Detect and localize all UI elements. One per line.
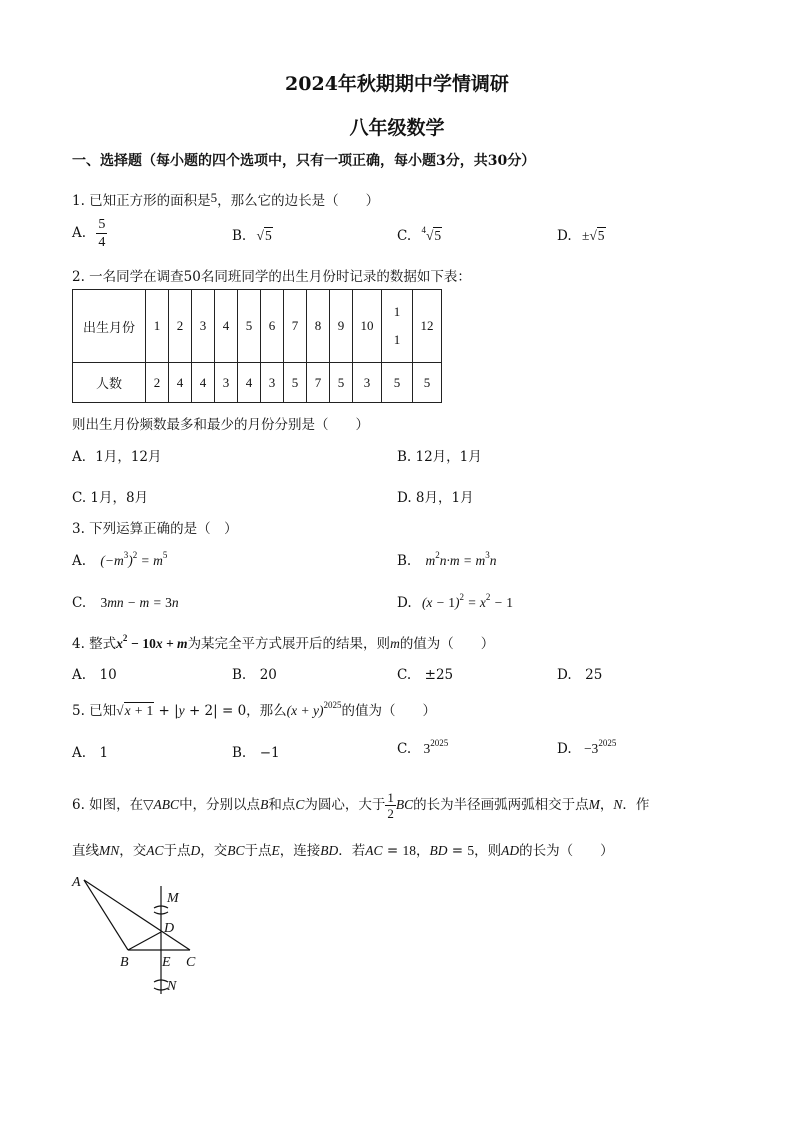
table-cell: 9: [330, 290, 353, 363]
page-title: 2024年秋期期中学情调研: [285, 73, 509, 95]
segment-ab: [84, 880, 128, 950]
fraction-half: $\frac{1}{2}$: [387, 790, 394, 821]
q3-option-d[interactable]: D. $(x - 1)^2 = x^2 - 1$: [397, 592, 514, 611]
page-subtitle: 八年级数学: [349, 117, 445, 139]
table-cell: 4: [238, 363, 261, 403]
q2-option-c[interactable]: C. 1月，8月: [72, 490, 149, 506]
table-cell: 2: [169, 290, 192, 363]
q3-option-c[interactable]: C. 3mn − m = 3n: [72, 595, 179, 611]
q1-option-a[interactable]: A. $\frac{5}{4}$: [72, 217, 106, 250]
fraction: $\frac{5}{4}$: [98, 217, 106, 250]
q5-option-a[interactable]: A. 1: [72, 745, 109, 761]
table-cell: 7: [307, 363, 330, 403]
question-1-stem: 1. 已知正方形的面积是$^5$，那么它的边长是（ ）: [72, 190, 380, 209]
q3-option-a[interactable]: A. $(-m^3)^2 = m^5$: [72, 550, 168, 569]
label-c: C: [186, 955, 196, 970]
table-cell: 5: [413, 363, 442, 403]
q4-option-a[interactable]: A. 10: [72, 667, 117, 683]
table-header-month: 出生月份: [73, 290, 146, 363]
q5-option-c[interactable]: C. $3^{2025}$: [397, 738, 449, 757]
birth-month-table: [72, 289, 442, 403]
q2-option-d[interactable]: D. 8月，1月: [397, 490, 474, 506]
q5-option-b[interactable]: B. −1: [232, 745, 280, 761]
question-2-prompt: 则出生月份频数最多和最少的月份分别是（ ）: [72, 417, 369, 433]
table-cell: 12: [413, 290, 442, 363]
table-cell-month-11: 1 1: [382, 290, 413, 363]
table-cell: 3: [192, 290, 215, 363]
question-3-stem: 3. 下列运算正确的是（ ）: [72, 521, 238, 537]
table-cell: 8: [307, 290, 330, 363]
table-cell: 6: [261, 290, 284, 363]
label-n: N: [167, 979, 177, 994]
label-a: A: [72, 875, 81, 890]
section-heading: 一、选择题（每小题的四个选项中，只有一项正确，每小题3分，共30分）: [72, 153, 536, 169]
label-e: E: [162, 955, 171, 970]
table-cell: 5: [382, 363, 413, 403]
q4-option-c[interactable]: C. ±25: [397, 667, 454, 683]
question-5-stem: 5. 已知√x + 1 + |y + 2| = 0，那么$(x + y)^{2025}$的值为（ ）: [72, 700, 437, 719]
label-m: M: [167, 891, 179, 906]
table-header-count: 人数: [73, 363, 146, 403]
q1-option-b[interactable]: B. √5: [232, 228, 272, 244]
q2-option-a[interactable]: A．1月，12月: [72, 449, 162, 465]
table-row-counts: [73, 363, 442, 403]
table-cell: 4: [215, 290, 238, 363]
question-2-stem: 2. 一名同学在调查50名同班同学的出生月份时记录的数据如下表：: [72, 269, 471, 285]
table-cell: 3: [353, 363, 382, 403]
table-cell: 4: [192, 363, 215, 403]
q4-option-b[interactable]: B. 20: [232, 667, 277, 683]
table-cell: 3: [261, 363, 284, 403]
table-cell: 1: [146, 290, 169, 363]
table-cell: 2: [146, 363, 169, 403]
table-cell: 10: [353, 290, 382, 363]
table-cell: 5: [238, 290, 261, 363]
q1-option-c[interactable]: C. $^4$√5: [397, 225, 442, 244]
table-cell: 4: [169, 363, 192, 403]
label-d: D: [164, 921, 175, 936]
triangle-figure: [68, 866, 228, 1006]
table-cell: 5: [284, 363, 307, 403]
q5-option-d[interactable]: D. $-3^{2025}$: [557, 738, 617, 757]
table-cell: 7: [284, 290, 307, 363]
table-cell: 3: [215, 363, 238, 403]
q1-option-d[interactable]: D. ±√5: [557, 228, 605, 244]
q4-option-d[interactable]: D. 25: [557, 667, 603, 683]
q2-option-b[interactable]: B. 12月，1月: [397, 449, 482, 465]
table-cell: 5: [330, 363, 353, 403]
segment-bd: [128, 932, 161, 950]
question-6-line-2: 直线MN，交AC于点D，交BC于点E，连接BD．若AC = 18，BD = 5，则AD的长为（ ）: [72, 843, 614, 859]
question-4-stem: 4. 整式$x^2 - 10x + m$为某完全平方式展开后的结果，则m的值为（ ）: [72, 633, 495, 652]
table-row-months: [73, 290, 442, 363]
q3-option-b[interactable]: B. $m^2n\cdot m = m^3n$: [397, 550, 497, 569]
label-b: B: [120, 955, 129, 970]
question-6-line-1: 6. 如图，在▽ABC中，分别以点B和点C为圆心，大于 $\frac{1}{2}$ BC的长为半径画弧两弧相交于点M，N．作: [72, 790, 650, 821]
